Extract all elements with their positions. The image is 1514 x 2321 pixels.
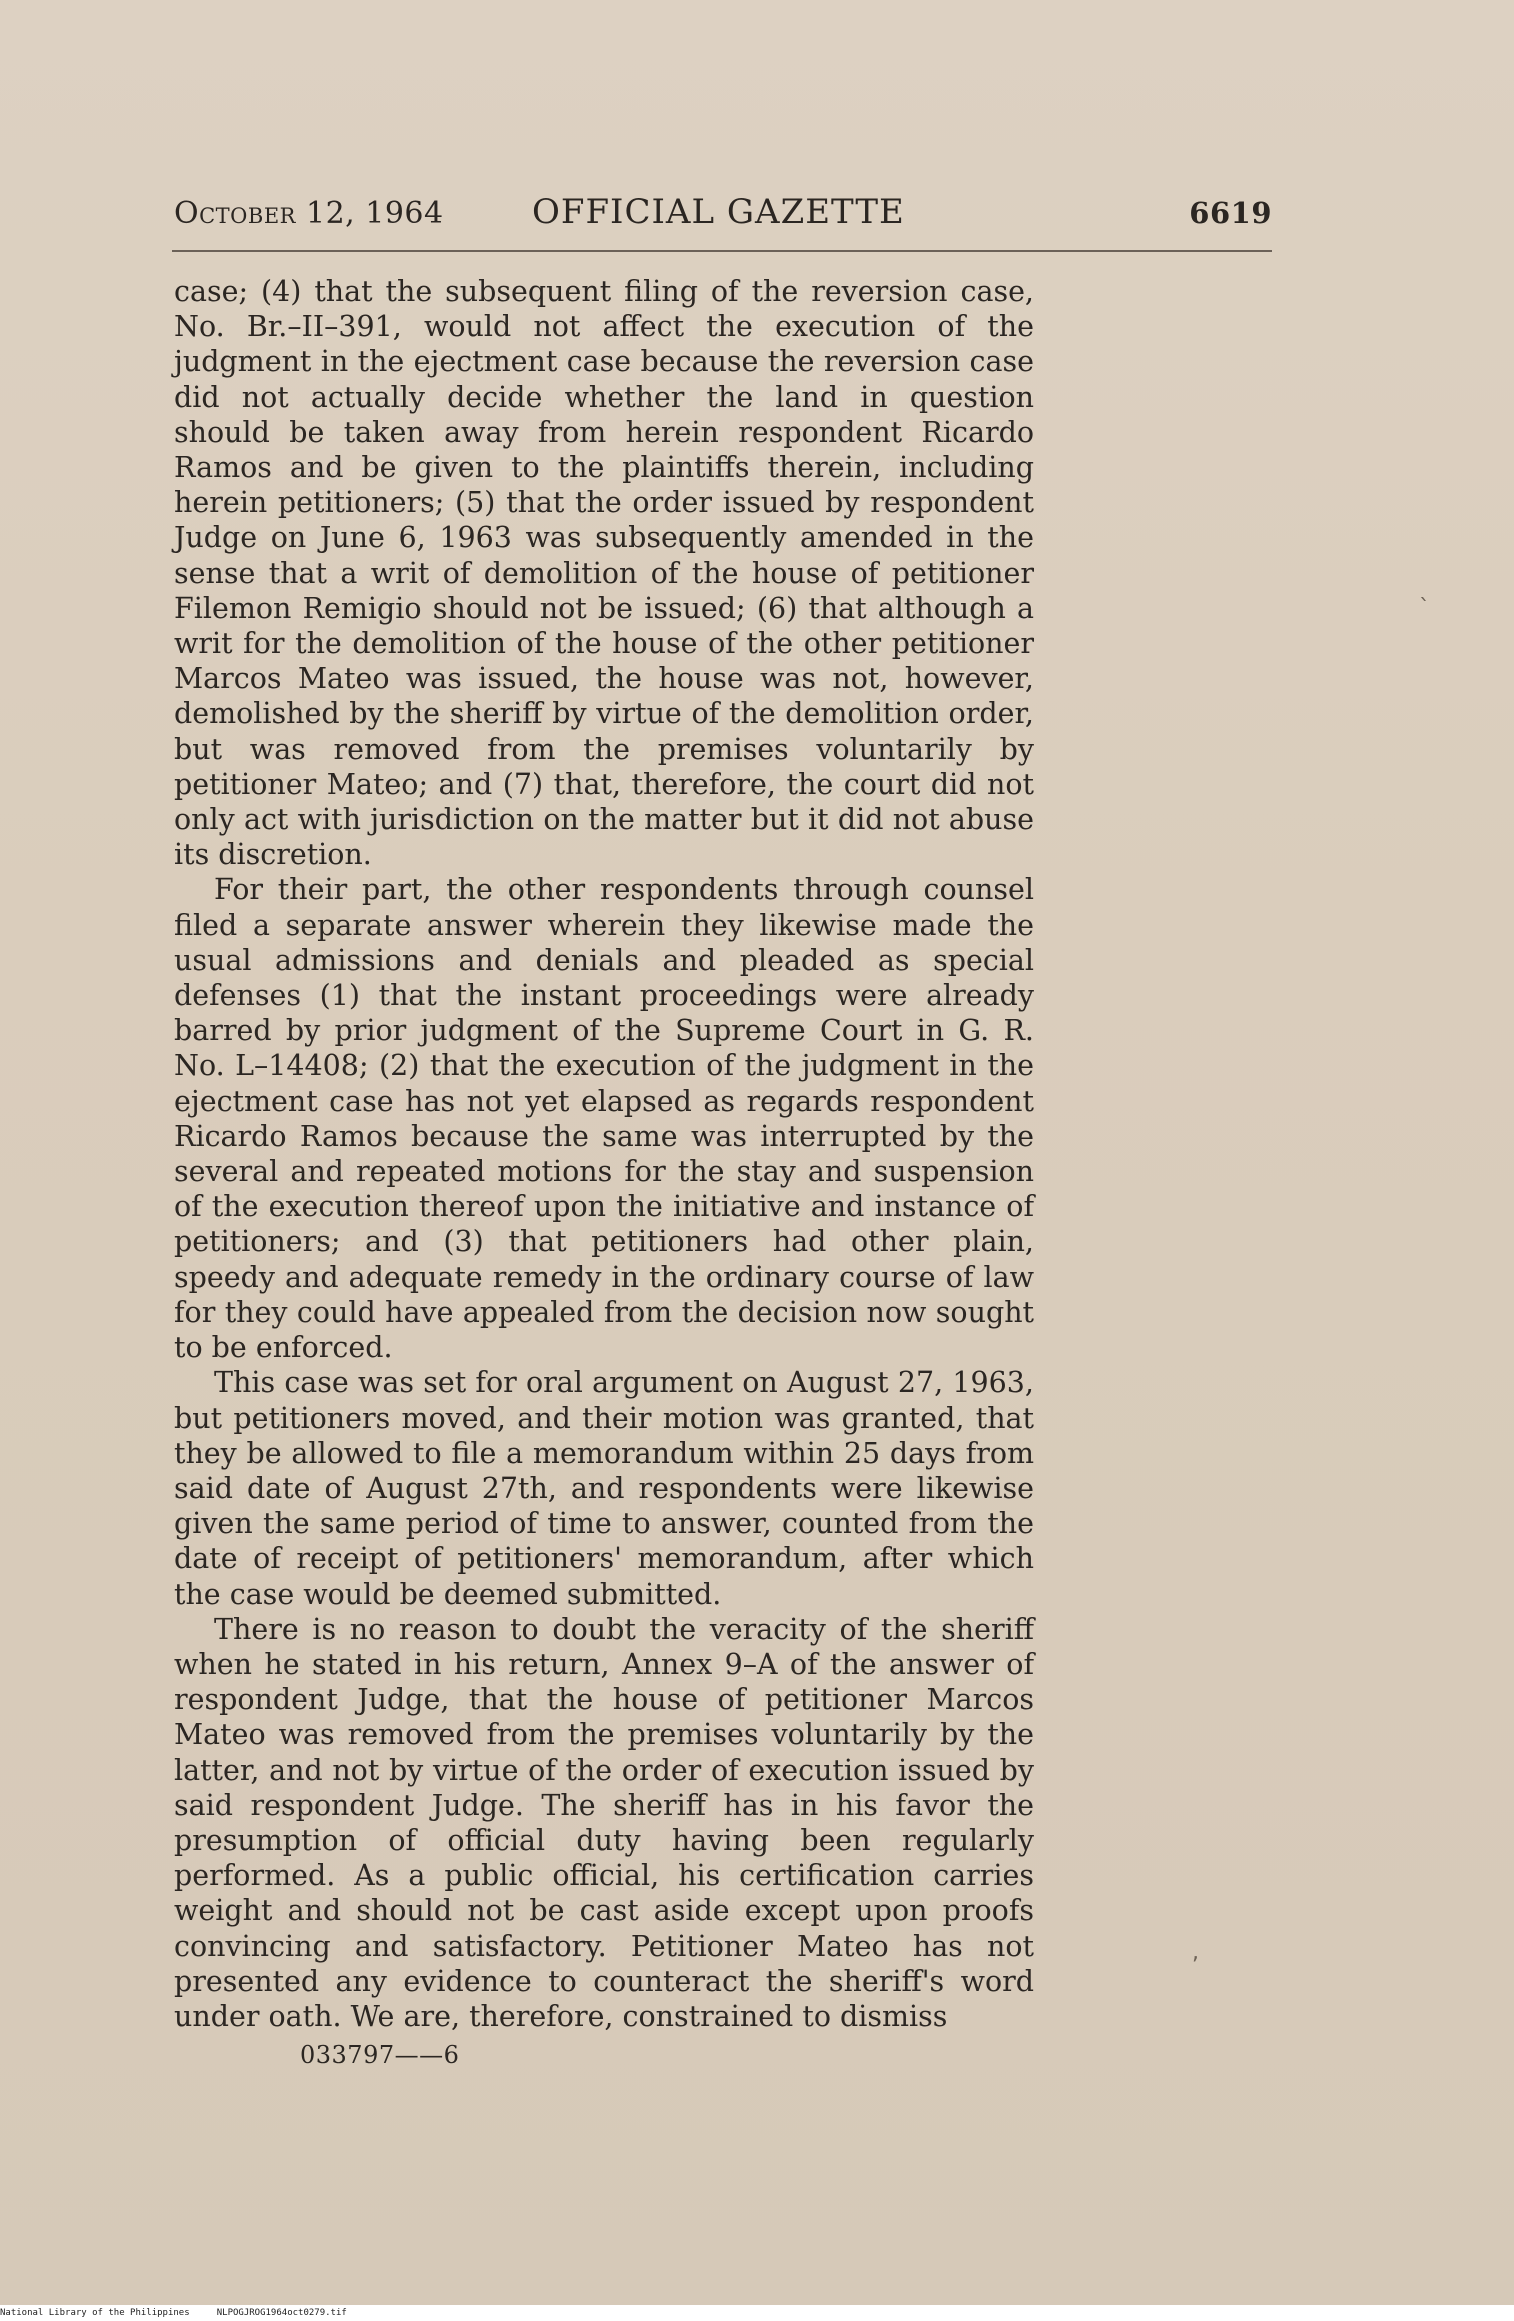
scan-speck: ` [1419,596,1430,621]
header-rule [172,250,1272,252]
body-text [174,274,1034,2034]
footer-filename: NLPOGJROG1964oct0279.tif [216,2308,347,2318]
paragraph: case; (4) that the subsequent filing of the reversion case, No. Br.–II–391, would not affect the execution of the judgment in the ejectment case because the reversion case did not actually decide whether the land in question should be taken away from herein respondent Ricardo Ramos and be given to the plaintiffs therein, including herein petitioners; (5) that the order issued by respondent Judge on June 6, 1963 was subsequently amended in the sense that a writ of demolition of the house of petitioner Filemon Remigio should not be issued; (6) that although a writ for the demolition of the house of the other petitioner Marcos Mateo was issued, the house was not, however, demolished by the sheriff by virtue of the demolition order, but was removed from the premises voluntarily by petitioner Mateo; and (7) that, therefore, the court did not only act with jurisdiction on the matter but it did not abuse its discretion. [174,275,1034,872]
footer-library: National Library of the Philippines [0,2308,190,2318]
paragraph: For their part, the other respondents through counsel filed a separate answer wherein they likewise made the usual admissions and denials and pleaded as special defenses (1) that the instant proceedings were already barred by prior judgment of the Supreme Court in G. R. No. L–14408; (2) that the execution of the judgment in the ejectment case has not yet elapsed as regards respondent Ricardo Ramos because the same was interrupted by the several and repeated motions for the stay and suspension of the execution thereof upon the initiative and instance of petitioners; and (3) that petitioners had other plain, speedy and adequate remedy in the ordinary course of law for they could have appealed from the decision now sought to be enforced. [174,873,1034,1365]
header-page-number: 6619 [1189,196,1272,230]
printer-signature-mark: 033797——6 [300,2041,460,2069]
header-publication-title: OFFICIAL GAZETTE [532,192,905,232]
paragraph: This case was set for oral argument on August 27, 1963, but petitioners moved, and their motion was granted, that they be allowed to file a memorandum within 25 days from said date of August 27th, and respondents were likewise given the same period of time to answer, counted from the date of receipt of petitioners' memorandum, after which the case would be deemed submitted. [174,1366,1034,1611]
paragraph: There is no reason to doubt the veracity of the sheriff when he stated in his return, Annex 9–A of the answer of respondent Judge, that the house of petitioner Marcos Mateo was removed from the premises voluntarily by the latter, and not by virtue of the order of execution issued by said respondent Judge. The sheriff has in his favor the presumption of official duty having been regularly performed. As a public official, his certification carries weight and should not be cast aside except upon proofs convincing and satisfactory. Petitioner Mateo has not presented any evidence to counteract the sheriff's word under oath. We are, therefore, constrained to dismiss [174,1612,1034,2033]
scan-footer [0,2305,1514,2321]
scan-speck: , [1192,1940,1199,1965]
page-header [174,192,1272,242]
header-date: October 12, 1964 [174,196,444,231]
